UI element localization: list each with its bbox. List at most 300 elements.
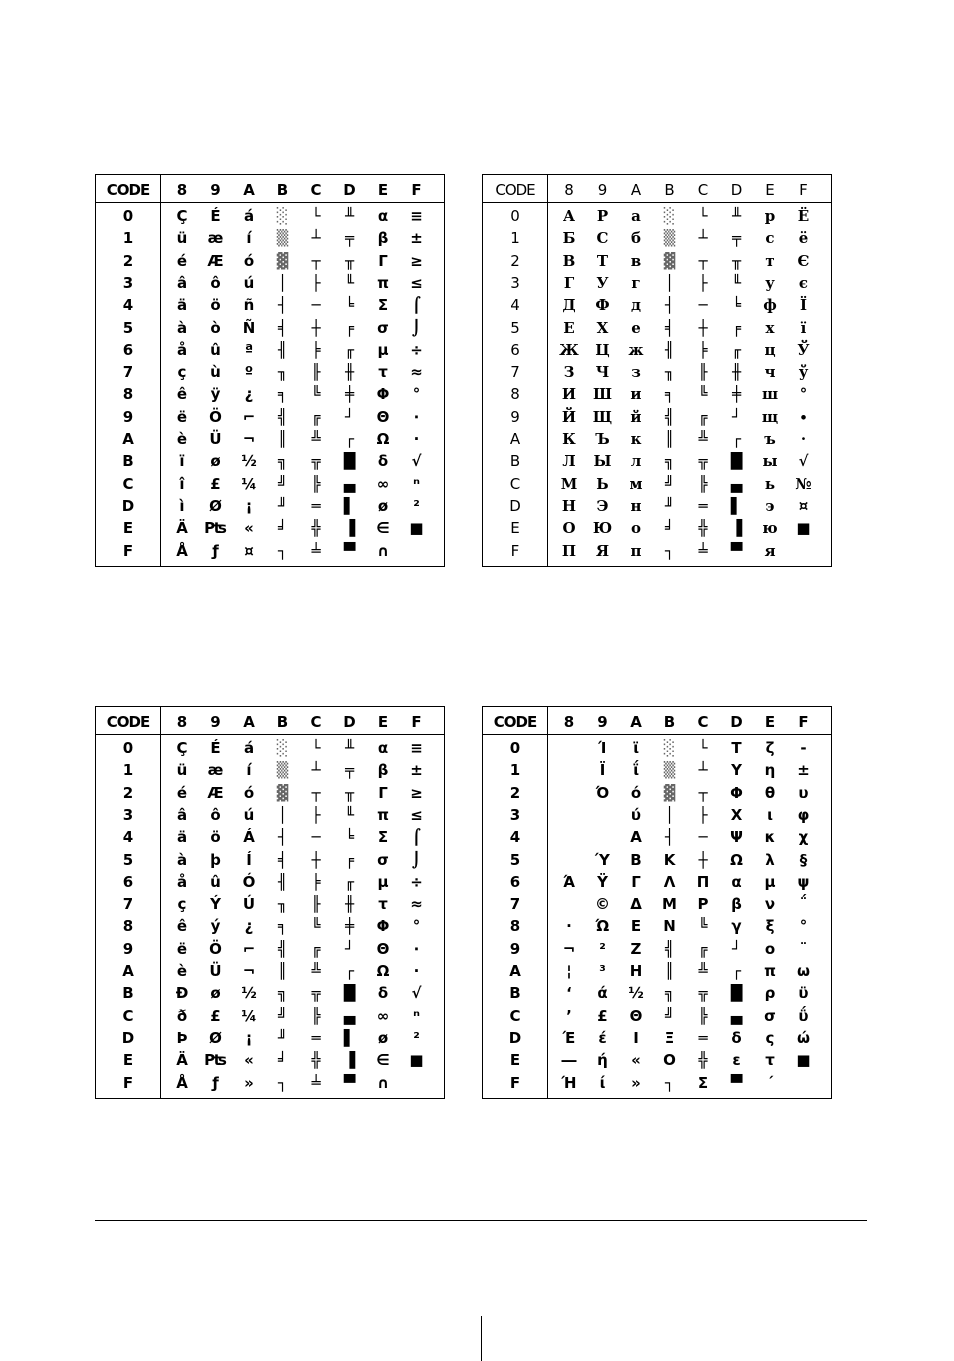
char-cell: ▓ — [663, 251, 676, 270]
char-cell: ╛ — [277, 1051, 288, 1070]
column-header: D — [343, 181, 356, 199]
char-cell: Ζ — [630, 939, 642, 958]
footer-rule — [95, 1220, 867, 1221]
char-cell: ┴ — [311, 229, 321, 248]
char-cell: ╛ — [664, 519, 675, 538]
char-cell: ω — [796, 962, 811, 980]
char-cell: · — [413, 430, 420, 448]
char-cell: ╣ — [664, 407, 675, 426]
char-cell: ╢ — [664, 340, 675, 359]
char-cell: ─ — [698, 828, 708, 847]
row-header: 3 — [510, 273, 520, 292]
char-cell: Γ — [631, 872, 641, 891]
char-cell: █ — [730, 452, 743, 471]
char-cell: Р — [596, 207, 609, 225]
char-cell: я — [764, 541, 776, 560]
char-cell — [552, 759, 586, 781]
char-cell: ╕ — [277, 385, 288, 404]
char-cell: î — [179, 474, 185, 493]
column-header: 8 — [564, 181, 574, 199]
char-cell: ╠ — [311, 474, 321, 493]
char-cell: ╟ — [311, 895, 321, 914]
column-header: F — [799, 181, 808, 199]
char-cell: Л — [562, 452, 576, 471]
page-center-mark — [481, 1316, 482, 1361]
char-cell: ¡ — [245, 496, 253, 515]
row-header: 1 — [122, 229, 134, 248]
char-cell: Е — [563, 318, 575, 337]
char-cell: γ — [731, 917, 742, 936]
row-header: C — [122, 1006, 134, 1025]
char-cell: ≤ — [410, 805, 423, 824]
char-cell: ┘ — [344, 407, 355, 426]
row-header: 5 — [122, 850, 134, 869]
char-cell: ┐ — [664, 1073, 675, 1092]
char-cell: г — [631, 273, 641, 292]
char-cell: Θ — [629, 1006, 643, 1025]
char-cell: è — [176, 430, 188, 448]
char-cell: ⁿ — [413, 1006, 420, 1025]
char-cell — [586, 804, 620, 826]
char-cell: Ν — [663, 917, 676, 936]
char-cell: » — [631, 1073, 641, 1092]
char-cell: ½ — [241, 452, 257, 471]
column-header: E — [377, 181, 389, 199]
row-header: F — [122, 1073, 134, 1092]
char-cell: ± — [410, 761, 423, 780]
char-cell: ╠ — [698, 1006, 708, 1025]
row-header: 6 — [510, 340, 520, 359]
char-cell: √ — [798, 452, 809, 471]
char-cell: æ — [207, 761, 224, 780]
char-cell: ≈ — [410, 363, 423, 382]
char-cell: π — [377, 273, 389, 292]
row-header: 7 — [122, 363, 134, 382]
char-cell: █ — [343, 452, 356, 471]
char-cell: ƒ — [212, 1073, 219, 1092]
char-cell: Λ — [663, 872, 676, 891]
char-cell: ╗ — [277, 452, 288, 471]
char-cell: ╖ — [277, 363, 288, 382]
char-cell: ε — [732, 1051, 741, 1070]
char-cell: ⌠ — [411, 828, 422, 847]
char-cell: ô — [210, 805, 221, 824]
char-cell: ô — [210, 273, 221, 292]
char-cell: µ — [377, 872, 389, 891]
char-cell: « — [244, 519, 254, 538]
char-cell: Щ — [592, 407, 613, 426]
char-cell: ϊ — [633, 739, 639, 757]
char-cell: ▀ — [730, 1073, 743, 1092]
char-cell: þ — [210, 850, 221, 869]
char-cell: ї — [800, 318, 807, 337]
char-cell: л — [630, 452, 642, 471]
char-cell: й — [630, 407, 642, 426]
char-cell: ζ — [765, 739, 775, 757]
column-header: 8 — [563, 713, 575, 731]
char-cell: Ш — [592, 385, 613, 404]
char-cell: ▄ — [343, 474, 356, 493]
char-cell: ς — [765, 1028, 775, 1047]
char-cell: º — [244, 363, 254, 382]
char-cell: ≤ — [410, 273, 423, 292]
row-header: A — [509, 962, 521, 980]
char-cell: ° — [799, 917, 808, 936]
column-header: 9 — [597, 181, 608, 199]
row-header: D — [121, 1028, 135, 1047]
char-cell: Ε — [630, 917, 642, 936]
char-cell: ∙ — [799, 407, 808, 426]
column-header: C — [697, 181, 709, 199]
char-cell: é — [176, 251, 188, 270]
char-cell: ╒ — [731, 318, 742, 337]
row-header: 8 — [122, 917, 134, 936]
char-cell: ╗ — [277, 984, 288, 1003]
char-cell: Ж — [559, 340, 579, 359]
code-header: CODE — [106, 713, 150, 731]
char-cell: ┴ — [698, 761, 708, 780]
char-cell: ▒ — [276, 761, 289, 780]
char-cell: ü — [176, 229, 188, 248]
char-cell: λ — [765, 850, 775, 869]
char-cell: τ — [765, 1051, 775, 1070]
char-cell: ├ — [698, 805, 708, 824]
row-header: F — [509, 1073, 521, 1092]
code-table-4 — [482, 706, 832, 1099]
char-cell: É — [210, 739, 221, 757]
char-cell: ⌡ — [411, 850, 422, 869]
char-cell: Π — [696, 872, 710, 891]
char-cell: é — [176, 783, 188, 802]
char-cell: р — [764, 207, 776, 225]
char-cell: ’ — [566, 1006, 572, 1025]
char-cell: ═ — [698, 496, 708, 515]
char-cell: ╗ — [664, 984, 675, 1003]
char-cell: ╙ — [344, 805, 355, 824]
row-header: 9 — [122, 407, 134, 426]
char-cell: ╒ — [344, 318, 355, 337]
char-cell: ό — [630, 783, 642, 802]
char-cell: ð — [176, 1006, 188, 1025]
char-cell: Ч — [595, 363, 610, 382]
row-header: B — [509, 452, 521, 471]
row-header: B — [122, 984, 134, 1003]
char-cell: ¡ — [245, 1028, 253, 1047]
row-header: D — [509, 496, 521, 515]
char-cell: ▐ — [343, 1051, 356, 1070]
row-header: 6 — [122, 340, 134, 359]
char-cell: ■ — [409, 519, 424, 538]
char-cell: ─ — [311, 828, 321, 847]
char-cell: ╚ — [698, 917, 708, 936]
char-cell: Ú — [242, 895, 256, 914]
char-cell: Σ — [377, 296, 389, 315]
char-cell: ύ — [630, 805, 642, 824]
row-header: D — [508, 1028, 522, 1047]
char-cell: ² — [413, 1028, 420, 1047]
char-cell: ρ — [764, 984, 776, 1003]
char-cell: ═ — [311, 496, 321, 515]
column-divider — [547, 707, 548, 1098]
char-cell: ₧ — [204, 1051, 227, 1070]
char-cell: ▀ — [343, 541, 356, 560]
char-cell: σ — [377, 850, 389, 869]
column-header: C — [310, 713, 322, 731]
char-cell: ╣ — [664, 939, 675, 958]
char-cell: ┬ — [311, 251, 321, 270]
char-cell: ç — [177, 895, 187, 914]
char-cell: ─ — [311, 296, 321, 315]
char-cell: ╢ — [277, 872, 288, 891]
char-cell: Ω — [376, 962, 390, 980]
char-cell: Κ — [663, 850, 676, 869]
char-cell: ¨ — [799, 939, 808, 958]
char-cell — [552, 849, 586, 871]
char-cell: ┼ — [698, 850, 708, 869]
char-cell: х — [765, 318, 775, 337]
char-cell: ί — [599, 1073, 606, 1092]
char-cell: ё — [798, 229, 809, 248]
char-cell: · — [413, 962, 420, 980]
char-cell: ▄ — [730, 474, 743, 493]
char-cell: ┴ — [698, 229, 708, 248]
char-cell: Ä — [176, 1051, 188, 1070]
char-cell: ╡ — [277, 318, 288, 337]
char-cell: ┤ — [664, 828, 675, 847]
char-cell: ■ — [409, 1051, 424, 1070]
char-cell: ψ — [797, 872, 810, 891]
char-cell: ю — [762, 519, 778, 538]
column-header: 9 — [597, 713, 608, 731]
char-cell: ╕ — [277, 917, 288, 936]
char-cell: δ — [377, 984, 389, 1003]
row-header: C — [509, 474, 521, 493]
char-cell: З — [563, 363, 575, 382]
char-cell: ╞ — [311, 340, 321, 359]
char-cell: Ö — [209, 407, 222, 426]
char-cell: ╝ — [277, 1006, 288, 1025]
char-cell: φ — [797, 805, 810, 824]
char-cell: ΰ — [798, 1006, 809, 1025]
column-header: D — [343, 713, 356, 731]
char-cell: ° — [412, 385, 421, 404]
char-cell: θ — [764, 783, 776, 802]
char-cell: ▄ — [730, 1006, 743, 1025]
char-cell: ╓ — [731, 340, 742, 359]
char-cell: â — [176, 273, 188, 292]
char-cell: │ — [664, 273, 675, 292]
char-cell: ╡ — [664, 318, 675, 337]
char-cell: í — [246, 761, 252, 780]
char-cell: É — [210, 207, 221, 225]
char-cell: └ — [311, 739, 321, 757]
char-cell: Ø — [209, 496, 222, 515]
char-cell: - — [800, 739, 807, 757]
row-header: 4 — [509, 828, 521, 847]
char-cell: Γ — [378, 783, 388, 802]
char-cell: Τ — [731, 739, 742, 757]
char-cell: ý — [210, 917, 221, 936]
char-cell: ¬ — [562, 939, 576, 958]
char-cell: ø — [210, 984, 221, 1003]
char-cell: Ώ — [595, 917, 610, 936]
row-header: 0 — [122, 207, 134, 225]
char-cell: з — [631, 363, 641, 382]
row-header: 7 — [510, 363, 520, 382]
char-cell: ¬ — [242, 430, 256, 448]
char-cell: ў — [798, 363, 809, 382]
column-header: C — [310, 181, 322, 199]
row-header: D — [121, 496, 135, 515]
column-header: 9 — [210, 713, 221, 731]
char-cell: ¿ — [244, 917, 254, 936]
char-cell: ╢ — [277, 340, 288, 359]
row-header: 7 — [122, 895, 134, 914]
char-cell: ¬ — [242, 962, 256, 980]
char-cell: Ψ — [730, 828, 743, 847]
char-cell: є — [798, 273, 809, 292]
row-header: 8 — [510, 385, 520, 404]
char-cell: Й — [561, 407, 577, 426]
char-cell: Æ — [207, 251, 224, 270]
char-cell: δ — [731, 1028, 742, 1047]
char-cell: Χ — [730, 805, 743, 824]
char-cell: ║ — [664, 962, 675, 980]
char-cell: ├ — [698, 273, 708, 292]
char-cell: ╪ — [731, 385, 742, 404]
char-cell: ╟ — [311, 363, 321, 382]
char-cell: П — [561, 541, 577, 560]
char-cell: Н — [561, 496, 577, 515]
char-cell: Ö — [209, 939, 222, 958]
char-cell: ┌ — [344, 430, 355, 448]
char-cell: ú — [243, 273, 255, 292]
char-cell: п — [630, 541, 642, 560]
char-cell: á — [243, 207, 255, 225]
code-table-1 — [95, 174, 445, 567]
char-cell: ≥ — [410, 251, 423, 270]
char-cell: ╣ — [277, 407, 288, 426]
char-cell: к — [630, 430, 642, 448]
char-cell: ² — [599, 939, 606, 958]
char-cell: ╖ — [277, 895, 288, 914]
char-cell: ∞ — [376, 474, 390, 493]
char-cell: ι — [767, 805, 773, 824]
char-cell: £ — [210, 1006, 221, 1025]
char-cell: ▒ — [276, 229, 289, 248]
char-cell: т — [765, 251, 775, 270]
char-cell: ò — [210, 318, 221, 337]
char-cell: ▀ — [343, 1073, 356, 1092]
char-cell: ά — [597, 984, 608, 1003]
column-header: 9 — [210, 181, 221, 199]
char-cell: ή — [597, 1051, 608, 1070]
char-cell: ¿ — [244, 385, 254, 404]
char-cell: А — [562, 207, 576, 225]
char-cell: ╞ — [311, 872, 321, 891]
row-header: 2 — [122, 783, 134, 802]
char-cell: Т — [596, 251, 609, 270]
char-cell: ∈ — [376, 519, 390, 538]
char-cell: ╛ — [277, 519, 288, 538]
char-cell: ∙ — [413, 407, 420, 426]
row-header: 2 — [510, 251, 520, 270]
char-cell: Ί — [598, 739, 607, 757]
char-cell: └ — [698, 207, 708, 225]
char-cell: Ω — [730, 850, 743, 869]
row-header: 3 — [122, 273, 134, 292]
char-cell: │ — [277, 805, 288, 824]
char-cell: ╝ — [664, 1006, 675, 1025]
char-cell: ╣ — [277, 939, 288, 958]
char-cell: ■ — [796, 519, 811, 538]
column-header: B — [664, 181, 675, 199]
char-cell: ъ — [764, 430, 776, 448]
row-header: A — [122, 962, 134, 980]
char-cell: ─ — [698, 296, 708, 315]
char-cell: ь — [764, 474, 776, 493]
char-cell: ╓ — [344, 872, 355, 891]
column-header: D — [730, 713, 743, 731]
char-cell: √ — [411, 984, 422, 1003]
char-cell: ░ — [663, 207, 676, 225]
char-cell: ╝ — [664, 474, 675, 493]
char-cell: ╨ — [731, 207, 742, 225]
char-cell: Υ — [731, 761, 742, 780]
char-cell: К — [562, 430, 576, 448]
char-cell: æ — [207, 229, 224, 248]
row-header: B — [122, 452, 134, 471]
char-cell: ╗ — [664, 452, 675, 471]
char-cell: ═ — [311, 1028, 321, 1047]
row-header: 7 — [509, 895, 521, 914]
char-cell: Ι — [633, 1028, 639, 1047]
char-cell: ╥ — [344, 251, 355, 270]
char-cell: е — [631, 318, 641, 337]
char-cell: ⌐ — [242, 407, 256, 426]
row-header: A — [509, 430, 521, 448]
char-cell: ê — [176, 385, 188, 404]
char-cell: ┬ — [698, 783, 708, 802]
char-cell: Ά — [563, 872, 575, 891]
char-cell: ╖ — [664, 363, 675, 382]
char-cell: ê — [176, 917, 188, 936]
char-cell: ╩ — [698, 430, 708, 448]
char-cell: ║ — [277, 430, 288, 448]
char-cell: щ — [761, 407, 779, 426]
row-header: 8 — [509, 917, 521, 936]
char-cell: ¦ — [566, 962, 572, 980]
char-cell: ΄ — [766, 1073, 774, 1092]
char-cell: ╨ — [344, 207, 355, 225]
char-cell: Ц — [595, 340, 610, 359]
char-cell: ╫ — [344, 363, 355, 382]
char-cell: Δ — [630, 895, 642, 914]
char-cell: ╩ — [698, 962, 708, 980]
char-cell: Ñ — [242, 318, 256, 337]
char-cell: ╔ — [698, 939, 708, 958]
char-cell — [552, 804, 586, 826]
char-cell: ╕ — [664, 385, 675, 404]
char-cell — [787, 540, 821, 562]
column-header: 8 — [176, 181, 188, 199]
char-cell: Я — [595, 541, 610, 560]
char-cell — [400, 540, 434, 562]
char-cell: δ — [377, 452, 389, 471]
char-cell: Ð — [175, 984, 189, 1003]
char-cell: у — [765, 273, 775, 292]
char-cell: Φ — [730, 783, 743, 802]
